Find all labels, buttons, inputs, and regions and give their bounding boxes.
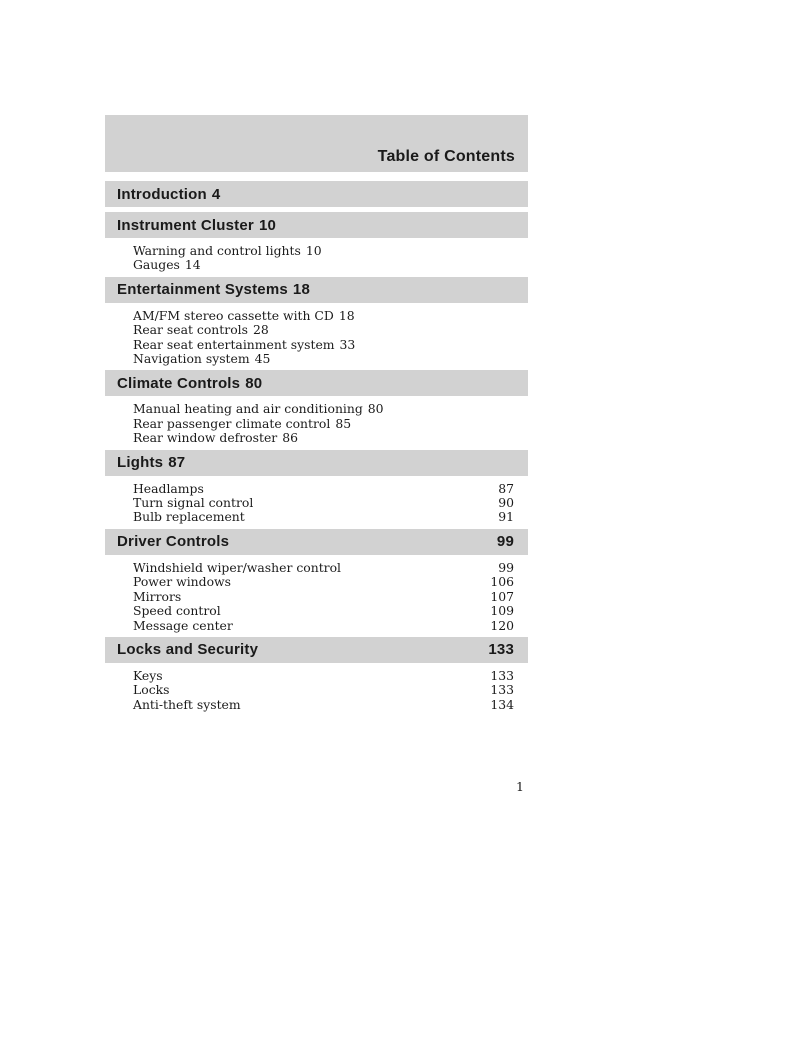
section-title: Instrument Cluster bbox=[117, 216, 254, 234]
toc-item bbox=[133, 244, 514, 258]
section-title: Climate Controls bbox=[117, 374, 241, 392]
section-title: Introduction bbox=[117, 185, 207, 203]
toc-item-label: Anti-theft system bbox=[133, 696, 241, 712]
section-page-number: 133 bbox=[488, 641, 514, 659]
toc-item-label: Speed control bbox=[133, 603, 221, 619]
section-bar-introduction bbox=[105, 181, 528, 207]
section-bar-lights bbox=[105, 450, 528, 476]
toc-item-page: 86 bbox=[282, 430, 299, 446]
toc-item bbox=[133, 575, 514, 589]
section-page-number: 18 bbox=[292, 281, 311, 299]
section-page-number: 99 bbox=[496, 533, 514, 551]
toc-item bbox=[133, 590, 514, 604]
toc-item-page: 109 bbox=[490, 603, 514, 619]
toc-item-label: AM/FM stereo cassette with CD bbox=[133, 307, 334, 323]
toc-item-label: Power windows bbox=[133, 574, 231, 590]
section-items-lights bbox=[105, 476, 528, 529]
toc-item-label: Warning and control lights bbox=[133, 243, 301, 258]
toc-item bbox=[133, 604, 514, 618]
toc-item-label: Message center bbox=[133, 617, 233, 633]
toc-item-page: 134 bbox=[490, 696, 514, 712]
section-items-entertainment-systems bbox=[105, 303, 528, 371]
toc-item-label: Headlamps bbox=[133, 480, 204, 496]
toc-item-page: 90 bbox=[498, 495, 514, 511]
toc-item bbox=[133, 431, 514, 445]
toc-item bbox=[133, 482, 514, 496]
section-bar-instrument-cluster bbox=[105, 212, 528, 238]
section-title: Driver Controls bbox=[117, 533, 230, 551]
toc-item-page: 133 bbox=[490, 667, 514, 683]
toc-item-label: Bulb replacement bbox=[133, 509, 245, 525]
toc-item bbox=[133, 417, 514, 431]
toc-item bbox=[133, 309, 514, 323]
toc-item bbox=[133, 258, 514, 272]
section-items-climate-controls bbox=[105, 396, 528, 449]
toc-item-page: 99 bbox=[498, 559, 514, 575]
toc-header-band bbox=[105, 115, 528, 172]
toc-item bbox=[133, 496, 514, 510]
toc-item bbox=[133, 683, 514, 697]
toc-item-page: 106 bbox=[490, 574, 514, 590]
toc-item-label: Manual heating and air conditioning bbox=[133, 401, 363, 417]
toc-item-page: 80 bbox=[367, 401, 384, 417]
section-bar-climate-controls bbox=[105, 370, 528, 396]
toc-item bbox=[133, 698, 514, 712]
toc-item-page: 33 bbox=[339, 336, 356, 352]
toc-item bbox=[133, 669, 514, 683]
toc-item-label: Locks bbox=[133, 682, 170, 698]
toc-item-page: 107 bbox=[490, 588, 514, 604]
toc-item-page: 120 bbox=[490, 617, 514, 633]
toc-item-label: Rear window defroster bbox=[133, 430, 278, 446]
toc-item-page: 133 bbox=[490, 682, 514, 698]
toc-item-label: Rear passenger climate control bbox=[133, 415, 331, 431]
toc-page bbox=[105, 115, 528, 794]
section-bar-entertainment-systems bbox=[105, 277, 528, 303]
toc-item-label: Keys bbox=[133, 667, 163, 683]
section-items-instrument-cluster bbox=[105, 238, 528, 277]
toc-item bbox=[133, 352, 514, 366]
section-title: Locks and Security bbox=[117, 641, 259, 659]
section-title: Lights bbox=[117, 454, 164, 472]
section-page-number: 10 bbox=[258, 216, 277, 234]
toc-item-label: Gauges bbox=[133, 257, 180, 273]
toc-item bbox=[133, 510, 514, 524]
toc-item-label: Rear seat entertainment system bbox=[133, 336, 335, 352]
section-page-number: 87 bbox=[168, 454, 186, 472]
toc-item-page: 28 bbox=[252, 322, 269, 338]
toc-item-label: Mirrors bbox=[133, 588, 182, 604]
toc-item bbox=[133, 619, 514, 633]
toc-item-label: Windshield wiper/washer control bbox=[133, 559, 342, 575]
section-bar-locks-and-security bbox=[105, 637, 528, 663]
toc-item-page: 91 bbox=[498, 509, 514, 525]
toc-item bbox=[133, 402, 514, 416]
footer-page-number: 1 bbox=[516, 779, 524, 795]
toc-item-page: 10 bbox=[305, 243, 322, 258]
toc-item-page: 87 bbox=[498, 480, 514, 496]
toc-item bbox=[133, 338, 514, 352]
section-items-locks-and-security bbox=[105, 663, 528, 716]
toc-item-label: Rear seat controls bbox=[133, 322, 248, 338]
section-page-number: 4 bbox=[211, 185, 221, 203]
toc-item-label: Navigation system bbox=[133, 351, 250, 367]
toc-item bbox=[133, 561, 514, 575]
section-bar-driver-controls bbox=[105, 529, 528, 555]
toc-item-page: 45 bbox=[254, 351, 271, 367]
toc-item-page: 14 bbox=[184, 257, 201, 273]
toc-item-page: 85 bbox=[335, 415, 352, 431]
toc-item-label: Turn signal control bbox=[133, 495, 254, 511]
page-title: Table of Contents bbox=[377, 148, 515, 165]
toc-item bbox=[133, 323, 514, 337]
section-items-driver-controls bbox=[105, 555, 528, 637]
section-page-number: 80 bbox=[245, 374, 263, 392]
section-title: Entertainment Systems bbox=[117, 281, 288, 299]
toc-item-page: 18 bbox=[338, 307, 355, 323]
